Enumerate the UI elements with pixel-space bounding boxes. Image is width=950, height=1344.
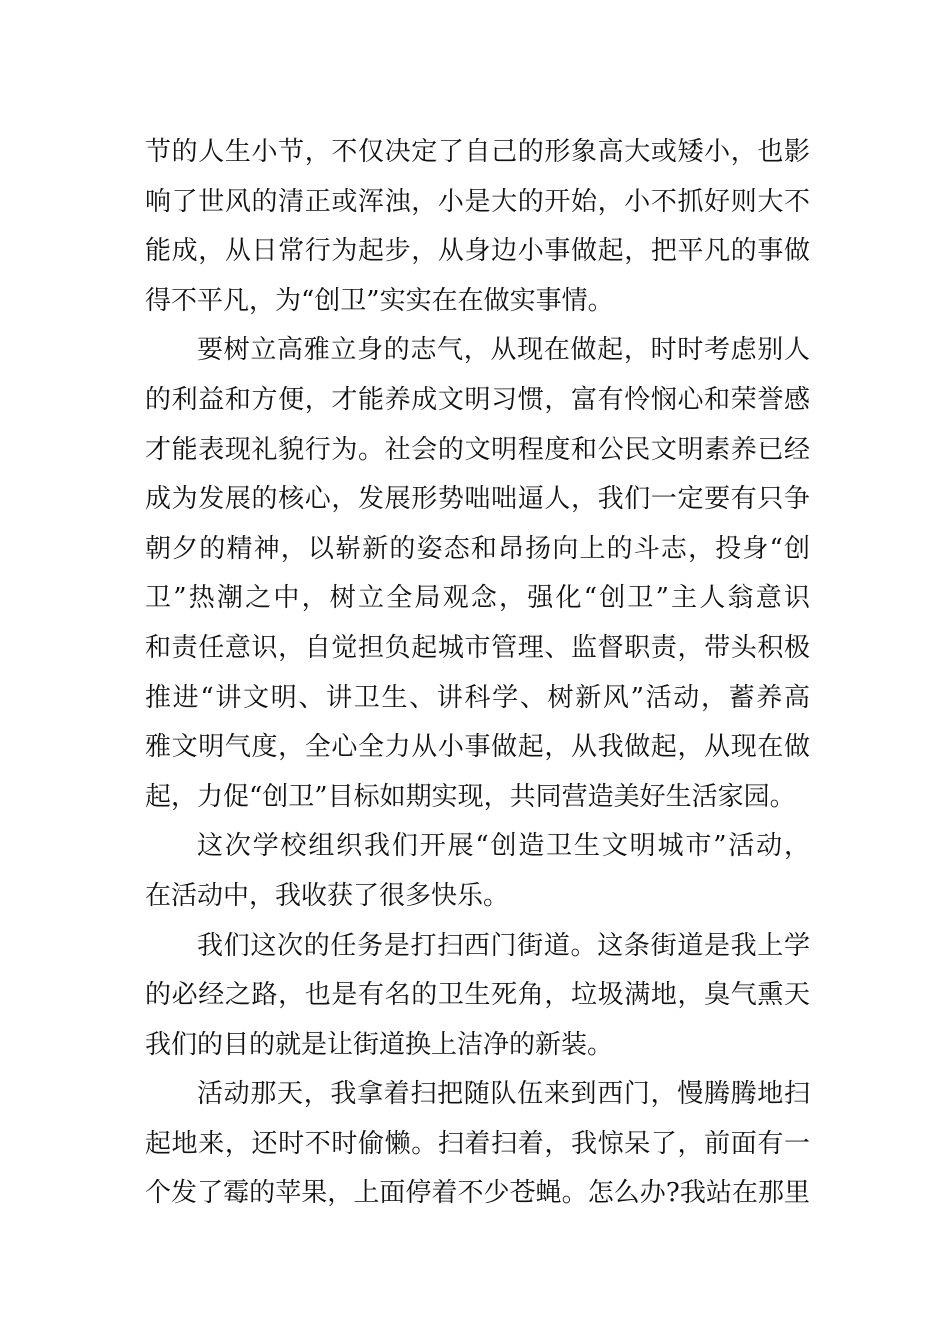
text-line: 我们这次的任务是打扫西门街道。这条街道是我上学 <box>197 930 810 961</box>
text-line: 才能表现礼貌行为。社会的文明程度和公民文明素养已经 <box>145 434 810 465</box>
text-line: 个发了霉的苹果，上面停着不少苍蝇。怎么办?我站在那里 <box>145 1178 810 1209</box>
text-line: 成为发展的核心，发展形势咄咄逼人，我们一定要有只争 <box>145 484 810 515</box>
paragraph-3 <box>145 822 810 921</box>
text-line: 的必经之路，也是有名的卫生死角，垃圾满地，臭气熏天 <box>145 980 810 1011</box>
text-line: 起，力促“创卫”目标如期实现，共同营造美好生活家园。 <box>145 781 796 812</box>
text-line: 朝夕的精神，以崭新的姿态和昂扬向上的斗志，投身“创 <box>145 533 810 564</box>
text-line: 在活动中，我收获了很多快乐。 <box>145 880 510 911</box>
text-line: 雅文明气度，全心全力从小事做起，从我做起，从现在做 <box>145 732 810 763</box>
text-line: 我们的目的就是让街道换上洁净的新装。 <box>145 1029 614 1060</box>
text-line: 这次学校组织我们开展“创造卫生文明城市”活动， <box>197 831 810 862</box>
text-line: 卫”热潮之中，树立全局观念，强化“创卫”主人翁意识 <box>145 583 810 614</box>
text-line: 推进“讲文明、讲卫生、讲科学、树新风”活动，蓄养高 <box>145 682 810 713</box>
text-line: 要树立高雅立身的志气，从现在做起，时时考虑别人 <box>197 335 810 366</box>
text-line: 能成，从日常行为起步，从身边小事做起，把平凡的事做 <box>145 236 810 267</box>
document-body <box>145 128 810 1219</box>
text-line: 得不平凡，为“创卫”实实在在做实事情。 <box>145 285 614 316</box>
paragraph-1 <box>145 128 810 326</box>
paragraph-2 <box>145 326 810 822</box>
text-line: 响了世风的清正或浑浊，小是大的开始，小不抓好则大不 <box>145 186 810 217</box>
paragraph-5 <box>145 1070 810 1219</box>
text-line: 的利益和方便，才能养成文明习惯，富有怜悯心和荣誉感 <box>145 384 810 415</box>
text-line: 活动那天，我拿着扫把随队伍来到西门，慢腾腾地扫 <box>197 1079 810 1110</box>
text-line: 节的人生小节，不仅决定了自己的形象高大或矮小，也影 <box>145 137 810 167</box>
text-line: 起地来，还时不时偷懒。扫着扫着，我惊呆了，前面有一 <box>145 1128 810 1159</box>
paragraph-4 <box>145 922 810 1071</box>
text-line: 和责任意识，自觉担负起城市管理、监督职责，带头积极 <box>145 632 810 663</box>
